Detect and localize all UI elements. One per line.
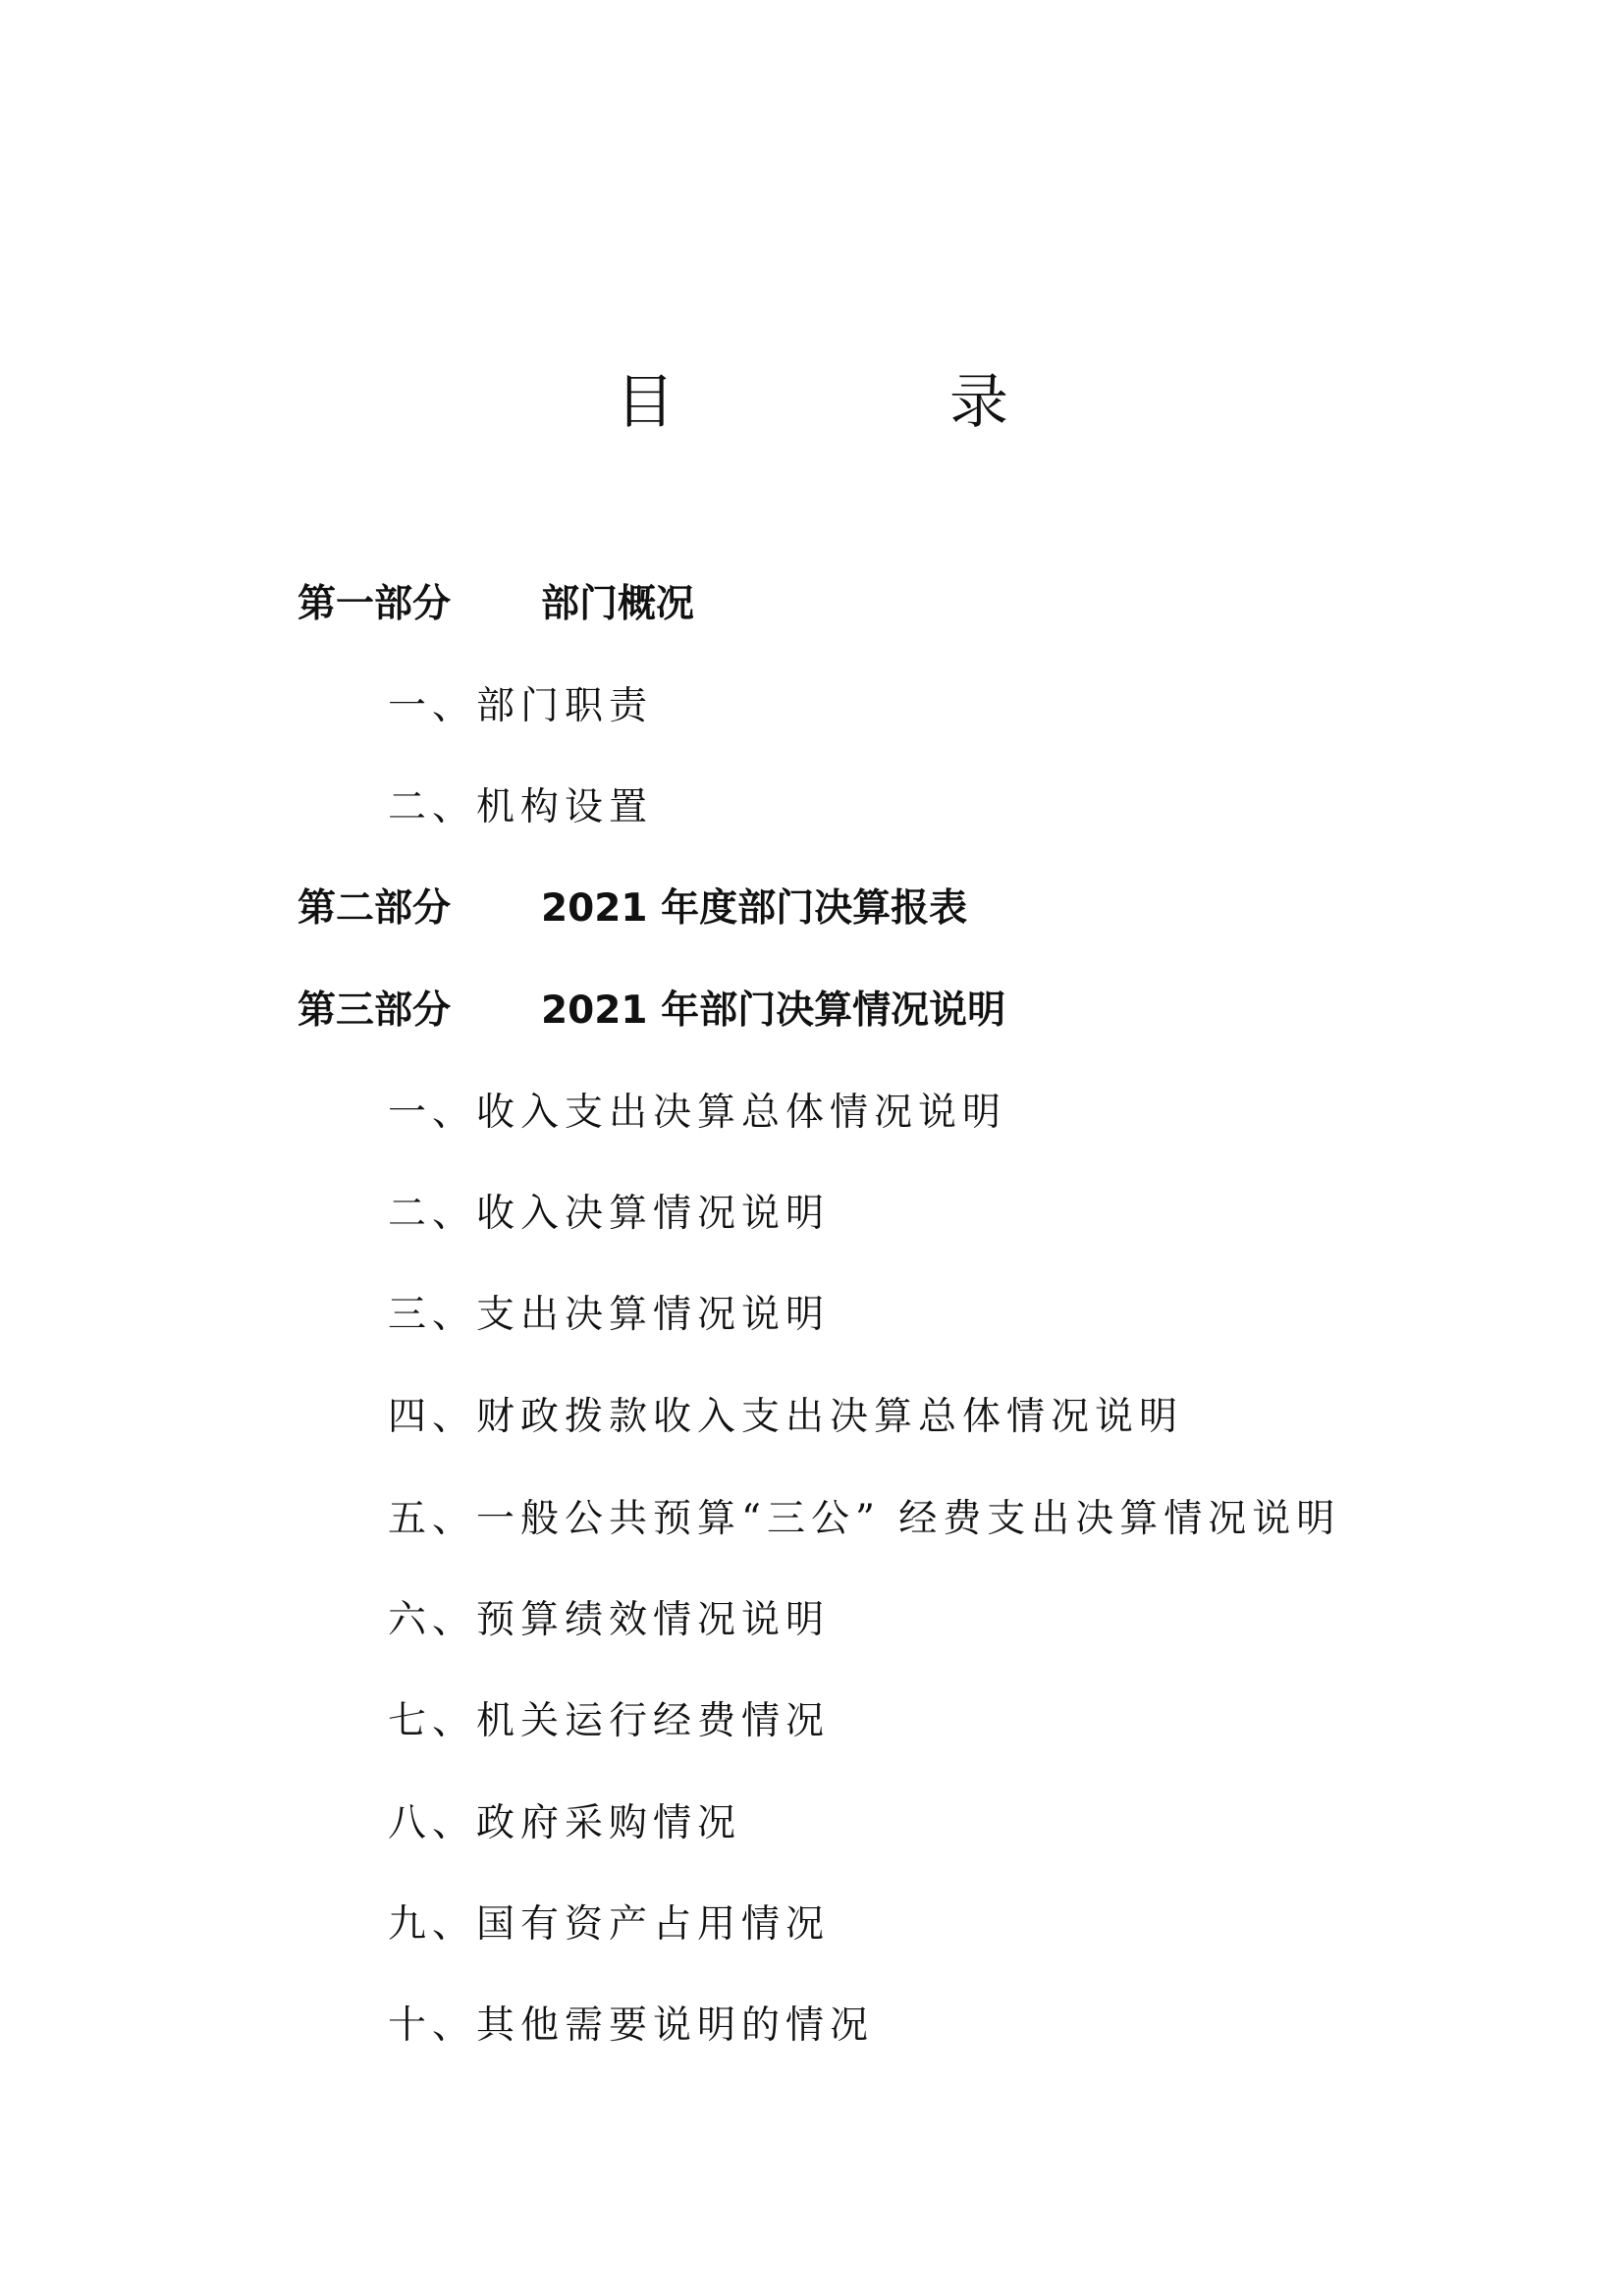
toc-item-3-2: 二、收入决算情况说明 xyxy=(388,1192,831,1236)
toc-item-1-1: 一、部门职责 xyxy=(388,684,654,728)
toc-part-text: 2021 年度部门决算报表 xyxy=(541,886,968,931)
toc-part-text: 部门概况 xyxy=(541,582,695,626)
toc-item-3-8: 八、政府采购情况 xyxy=(388,1801,742,1845)
toc-item-3-1: 一、收入支出决算总体情况说明 xyxy=(388,1091,1007,1135)
toc-item-3-4: 四、财政拨款收入支出决算总体情况说明 xyxy=(388,1395,1184,1439)
toc-part-label: 第一部分 xyxy=(298,582,452,626)
toc-item-3-10: 十、其他需要说明的情况 xyxy=(388,2003,875,2048)
toc-part-label: 第三部分 xyxy=(298,988,452,1033)
toc-part-1 xyxy=(298,575,694,634)
toc-title: 目 录 xyxy=(616,368,1116,437)
toc-part-2 xyxy=(298,880,967,938)
toc-part-3 xyxy=(298,982,1005,1041)
toc-item-3-7: 七、机关运行经费情况 xyxy=(388,1699,831,1743)
toc-item-3-5: 五、一般公共预算“三公” 经费支出决算情况说明 xyxy=(388,1497,1341,1541)
toc-part-text: 2021 年部门决算情况说明 xyxy=(541,988,1006,1033)
toc-item-3-9: 九、国有资产占用情况 xyxy=(388,1902,831,1947)
toc-item-1-2: 二、机构设置 xyxy=(388,785,654,829)
toc-part-label: 第二部分 xyxy=(298,886,452,931)
toc-item-3-3: 三、支出决算情况说明 xyxy=(388,1293,831,1337)
toc-item-3-6: 六、预算绩效情况说明 xyxy=(388,1598,831,1642)
